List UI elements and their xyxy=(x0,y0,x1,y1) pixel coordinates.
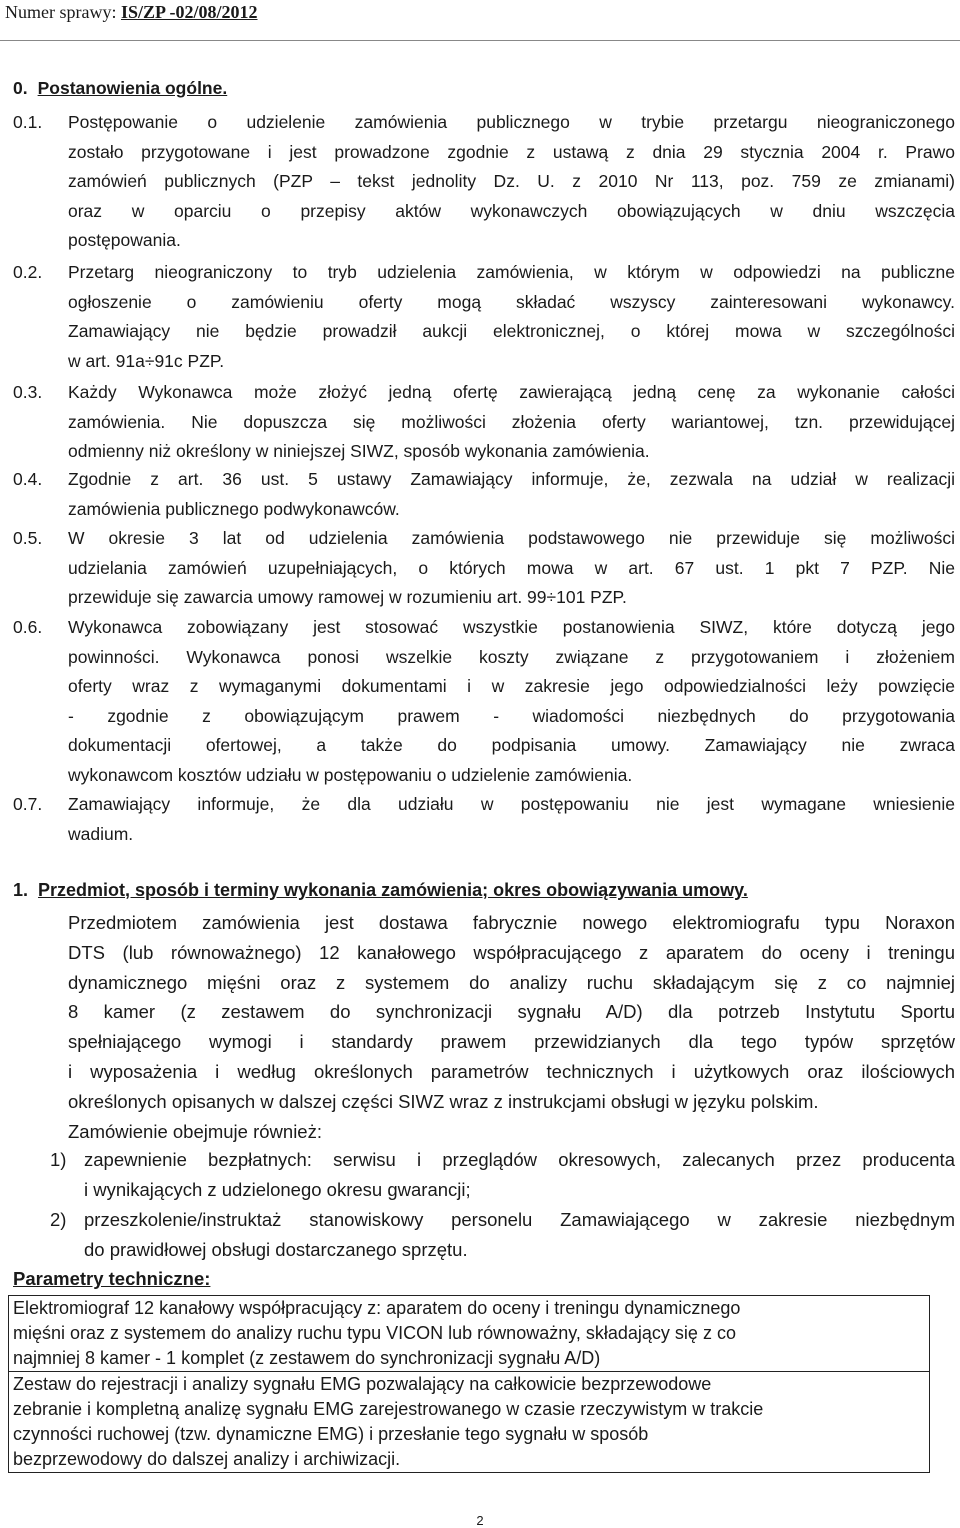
text-line: Przetarg nieograniczony to tryb udzielenia zamówienia, w którym w odpowiedzi na publiczne xyxy=(68,262,955,282)
text-line: Zamawiający informuje, że dla udziału w postępowaniu nie jest wymagane wniesienie xyxy=(68,794,955,814)
text-line: Każdy Wykonawca może złożyć jedną ofertę zawierającą jedną cenę za wykonanie całości xyxy=(68,382,955,402)
text-line: dynamicznego mięśni oraz z systemem do analizy ruchu składającym się z co najmniej xyxy=(68,971,955,993)
text-line: odmienny niż określony w niniejszej SIWZ, sposób wykonania zamówienia. xyxy=(68,441,650,462)
list-item xyxy=(84,1205,955,1265)
case-number-line xyxy=(5,0,258,24)
text-line: zebranie i kompletną analizę sygnału EMG zarejestrowanego w czasie rzeczywistym w trakcie xyxy=(13,1399,764,1419)
text-line: powinności. Wykonawca ponosi wszelkie koszty związane z przygotowaniem i złożeniem xyxy=(68,646,955,667)
item-number: 0.3. xyxy=(13,382,43,402)
text-line: przeszkolenie/instruktaż stanowiskowy personelu Zamawiającego w zakresie niezbędnym xyxy=(84,1209,955,1230)
text-line: spełniającego wymogi i standardy prawem przewidzianych dla tego typów sprzętów xyxy=(68,1031,955,1053)
case-label: Numer sprawy: xyxy=(5,2,117,22)
text-line: oraz w oparciu o przepisy aktów wykonawczych obowiązujących w dniu wszczęcia xyxy=(68,200,955,221)
section-1-number: 1. xyxy=(13,880,29,900)
item-number: 0.1. xyxy=(13,112,43,132)
text-line: - zgodnie z obowiązującym prawem - wiadomości niezbędnych do przygotowania xyxy=(68,705,955,726)
item-text xyxy=(68,258,955,376)
item-number: 0.7. xyxy=(13,794,43,814)
parameter-cell xyxy=(9,1296,930,1372)
page-header xyxy=(0,0,960,41)
text-line: dokumentacji ofertowej, a także do podpisania umowy. Zamawiający nie zwraca xyxy=(68,735,955,756)
text-line: zapewnienie bezpłatnych: serwisu i przeglądów okresowych, zalecanych przez producenta xyxy=(84,1149,955,1170)
item-text xyxy=(68,465,955,524)
text-line: Zgodnie z art. 36 ust. 5 ustawy Zamawiający informuje, że, zezwala na udział w realizacji xyxy=(68,469,955,489)
text-line: Zamówienie obejmuje również: xyxy=(68,1120,322,1142)
item-number: 0.2. xyxy=(13,262,43,282)
text-line: Przedmiotem zamówienia jest dostawa fabrycznie nowego elektromiografu typu Noraxon xyxy=(68,912,955,933)
item-number: 0.5. xyxy=(13,528,43,548)
parameter-row xyxy=(9,1296,930,1372)
text-line: udzielania zamówień uzupełniających, o których mowa w art. 67 ust. 1 pkt 7 PZP. Nie xyxy=(68,557,955,578)
text-line: i wynikających z udzielonego okresu gwarancji; xyxy=(84,1178,471,1200)
section-0-number: 0. xyxy=(13,78,28,98)
section-1-heading xyxy=(13,880,748,901)
parameter-cell xyxy=(9,1372,930,1473)
section-0-title: Postanowienia ogólne. xyxy=(37,78,228,98)
list-item xyxy=(84,1145,955,1205)
text-line: Wykonawca zobowiązany jest stosować wszystkie postanowienia SIWZ, które dotyczą jego xyxy=(68,617,955,637)
list-number: 2) xyxy=(50,1209,67,1230)
text-line: Elektromiograf 12 kanałowy współpracujący z: aparatem do oceny i treningu dynamicznego xyxy=(13,1298,741,1318)
case-number: IS/ZP -02/08/2012 xyxy=(120,2,258,22)
text-line: najmniej 8 kamer - 1 komplet (z zestawem do synchronizacji sygnału A/D) xyxy=(13,1348,601,1368)
text-line: W okresie 3 lat od udzielenia zamówienia podstawowego nie przewiduje się możliwości xyxy=(68,528,955,548)
item-text xyxy=(68,378,955,467)
parameter-row xyxy=(9,1372,930,1473)
text-line: określonych opisanych w dalszej części SIWZ wraz z instrukcjami obsługi w języku polskim. xyxy=(68,1090,819,1112)
item-text xyxy=(68,790,955,849)
text-line: zamówienia publicznego podwykonawców. xyxy=(68,498,400,519)
text-line: do prawidłowej obsługi dostarczanego sprzętu. xyxy=(84,1238,468,1260)
text-line: mięśni oraz z systemem do analizy ruchu typu VICON lub równoważny, składający się z co xyxy=(13,1323,736,1343)
text-line: Postępowanie o udzielenie zamówienia publicznego w trybie przetargu nieograniczonego xyxy=(68,112,955,132)
section-0-heading xyxy=(13,78,227,99)
text-line: w art. 91a÷91c PZP. xyxy=(68,350,225,371)
text-line: i wyposażenia i według określonych parametrów technicznych i użytkowych oraz ilościowych xyxy=(68,1060,955,1082)
item-number: 0.4. xyxy=(13,469,43,489)
text-line: wykonawcom kosztów udziału w postępowaniu o udzielenie zamówienia. xyxy=(68,764,633,785)
text-line: czynności ruchowej (tzw. dynamiczne EMG) i przesłanie tego sygnału w sposób xyxy=(13,1424,649,1444)
item-text xyxy=(68,524,955,613)
section-1-body xyxy=(68,908,955,1146)
item-text xyxy=(68,613,955,791)
text-line: zamówienia. Nie dopuszcza się możliwości złożenia oferty wariantowej, tzn. przewidującej xyxy=(68,411,955,432)
item-number: 0.6. xyxy=(13,617,43,637)
text-line: bezprzewodowy do dalszej analizy i archiwizacji. xyxy=(13,1449,401,1469)
text-line: zostało przygotowane i jest prowadzone zgodnie z ustawą z dnia 29 stycznia 2004 r. Prawo xyxy=(68,141,955,162)
parameters-heading: Parametry techniczne: xyxy=(13,1268,211,1289)
text-line: oferty wraz z wymaganymi dokumentami i w zakresie jego odpowiedzialności leży powzięcie xyxy=(68,676,955,697)
text-line: wadium. xyxy=(68,823,134,844)
text-line: zamówień publicznych (PZP – tekst jednolity Dz. U. z 2010 Nr 113, poz. 759 ze zmianami) xyxy=(68,171,955,192)
item-text xyxy=(68,108,955,256)
section-1-title: Przedmiot, sposób i terminy wykonania zamówienia; okres obowiązywania umowy. xyxy=(38,880,748,900)
text-line: ogłoszenie o zamówieniu oferty mogą składać wszyscy zainteresowani wykonawcy. xyxy=(68,291,955,312)
list-number: 1) xyxy=(50,1149,67,1170)
text-line: DTS (lub równoważnego) 12 kanałowego współpracującego z aparatem do oceny i treningu xyxy=(68,941,955,963)
text-line: 8 kamer (z zestawem do synchronizacji sygnału A/D) dla potrzeb Instytutu Sportu xyxy=(68,1001,955,1023)
parameters-table xyxy=(8,1295,930,1473)
page-number: 2 xyxy=(476,1513,484,1528)
text-line: Zestaw do rejestracji i analizy sygnału EMG pozwalający na całkowicie bezprzewodowe xyxy=(13,1374,712,1394)
text-line: przewiduje się zawarcia umowy ramowej w rozumieniu art. 99÷101 PZP. xyxy=(68,587,627,608)
text-line: postępowania. xyxy=(68,230,181,251)
text-line: Zamawiający nie będzie prowadził aukcji elektronicznej, o której mowa w szczególności xyxy=(68,321,955,342)
